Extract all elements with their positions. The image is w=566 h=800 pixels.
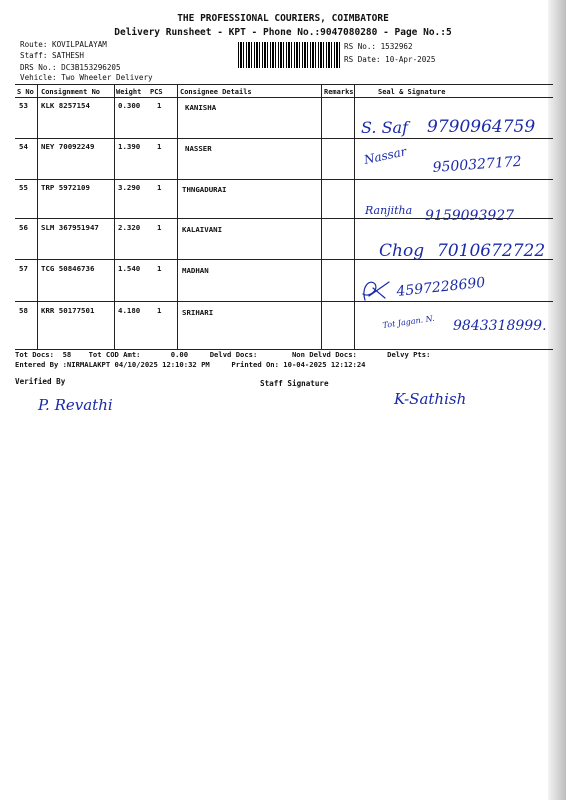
col-header-consignment: Consignment No [41,88,101,96]
cell-consignment: TCG 50846736 [41,264,95,273]
table-top-rule [15,84,553,85]
svg-text:S. Saf: S. Saf [361,118,408,137]
handwritten-signature [355,142,555,178]
column-rule [321,84,322,349]
svg-text:Nassar: Nassar [362,144,408,167]
svg-text:Tot Jagan. N.: Tot Jagan. N. [382,313,436,330]
cell-consignee: KALAIVANI [182,225,223,234]
row-divider [15,179,553,180]
cell-sno: 58 [19,306,28,315]
col-header-seal-signature: Seal & Signature [378,88,446,96]
cell-consignment: NEY 70092249 [41,142,95,151]
col-header-remarks: Remarks [324,88,354,96]
cell-pcs: 1 [157,142,162,151]
runsheet-subtitle: Delivery Runsheet - KPT - Phone No.:9047080280 - Page No.:5 [114,27,452,38]
staff-signature-label: Staff Signature [260,379,329,388]
cell-weight: 0.300 [118,101,141,110]
cell-consignee: MADHAN [182,266,209,275]
drs-number: DRS No.: DC3B153296205 [20,63,121,72]
verified-by-label: Verified By [15,377,66,386]
cell-consignee: KANISHA [185,103,217,112]
svg-text:7010672722: 7010672722 [437,241,546,261]
rs-date: RS Date: 10-Apr-2025 [344,55,436,64]
svg-text:9843318999.: 9843318999. [453,318,547,334]
cell-weight: 2.320 [118,223,141,232]
route-label: Route: KOVILPALAYAM [20,40,107,49]
cell-consignee: THNGADURAI [182,185,227,194]
cell-consignment: SLM 367951947 [41,223,99,232]
cell-consignment: TRP 5972109 [41,183,90,192]
table-header-rule [15,97,553,98]
column-rule [177,84,178,349]
svg-text:4597228690: 4597228690 [395,274,487,300]
column-rule [114,84,115,349]
cell-pcs: 1 [157,306,162,315]
rs-number: RS No.: 1532962 [344,42,413,51]
cell-sno: 56 [19,223,28,232]
cell-consignee: NASSER [185,144,212,153]
svg-text:9790964759: 9790964759 [427,117,536,137]
col-header-pcs: PCS [150,88,163,96]
vehicle-label: Vehicle: Two Wheeler Delivery [20,73,153,82]
cell-weight: 3.290 [118,183,141,192]
column-rule [37,84,38,349]
cell-pcs: 1 [157,183,162,192]
cell-pcs: 1 [157,264,162,273]
handwritten-signature [355,234,555,262]
svg-text:9500327172: 9500327172 [432,153,523,176]
cell-weight: 1.390 [118,142,141,151]
cell-sno: 55 [19,183,28,192]
cell-consignment: KRR 50177501 [41,306,95,315]
company-title: THE PROFESSIONAL COURIERS, COIMBATORE [177,13,389,24]
staff-label: Staff: SATHESH [20,51,85,60]
cell-sno: 57 [19,264,28,273]
cell-consignee: SRIHARI [182,308,214,317]
svg-text:9159093927: 9159093927 [425,208,515,224]
svg-text:P. Revathi: P. Revathi [38,396,113,414]
cell-sno: 53 [19,101,28,110]
handwritten-signature [355,308,555,336]
cell-sno: 54 [19,142,28,151]
handwritten-signature [355,274,555,306]
staff-signature [392,384,502,416]
handwritten-signature [355,112,555,140]
col-header-weight: Weight [116,88,142,96]
totals-line: Tot Docs: 58 Tot COD Amt: 0.00 Delvd Docs: Non Delvd Docs: Delvy Pts: [15,350,431,359]
cell-pcs: 1 [157,101,162,110]
handwritten-signature [355,196,555,224]
col-header-consignee: Consignee Details [180,88,252,96]
cell-weight: 4.180 [118,306,141,315]
svg-text:Chog: Chog [379,241,425,261]
svg-text:K-Sathish: K-Sathish [394,390,467,408]
cell-consignment: KLK 8257154 [41,101,90,110]
verified-by-signature [36,388,146,420]
barcode-image [238,42,341,68]
cell-pcs: 1 [157,223,162,232]
cell-weight: 1.540 [118,264,141,273]
svg-text:Ranjitha: Ranjitha [365,204,413,217]
col-header-sno: S No [17,88,34,96]
entered-by-line: Entered By :NIRMALAKPT 04/10/2025 12:10:32 PM Printed On: 10-04-2025 12:12:24 [15,360,366,369]
